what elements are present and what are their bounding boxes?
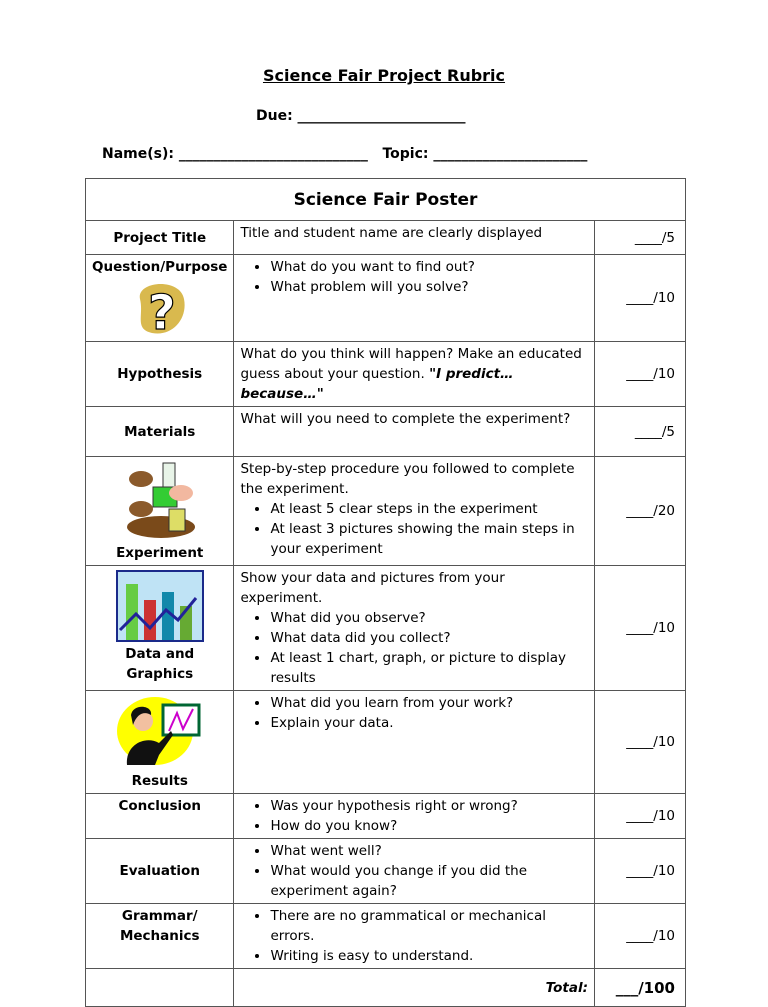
total-score: ___/100: [595, 969, 686, 1007]
table-row: [86, 221, 686, 255]
question-mark-icon: [132, 279, 188, 337]
rubric-table: [85, 178, 686, 1007]
row-label: Question/Purpose: [92, 259, 228, 275]
row-score: ____/10: [595, 255, 686, 342]
total-label: Total:: [234, 969, 595, 1007]
name-topic-fields: Name(s): ___________________________ Topic: ______________________: [102, 146, 588, 162]
row-label: Experiment: [116, 545, 204, 561]
row-label: Data and Graphics: [125, 646, 195, 682]
bar-chart-icon: [116, 570, 204, 642]
row-label: Hypothesis: [86, 342, 234, 407]
bullet: • What did you observe?: [270, 608, 588, 628]
bullet: • What data did you collect?: [270, 628, 588, 648]
row-label: Evaluation: [86, 839, 234, 904]
page-title: Science Fair Project Rubric: [262, 66, 506, 85]
table-row: [86, 342, 686, 407]
section-title: Science Fair Poster: [86, 179, 686, 221]
table-row: [86, 904, 686, 969]
row-criteria: What will you need to complete the experiment?: [234, 407, 595, 457]
bullet: • What went well?: [270, 841, 588, 861]
bullet: • Was your hypothesis right or wrong?: [270, 796, 588, 816]
svg-text:?: ?: [147, 285, 176, 337]
table-row: [86, 794, 686, 839]
emphasis-text: "I predict… because…": [240, 366, 514, 402]
table-row: [86, 566, 686, 691]
row-criteria: Title and student name are clearly displayed: [234, 221, 595, 255]
due-field: Due: ________________________: [256, 108, 466, 124]
row-score: ____/5: [595, 407, 686, 457]
table-row: [86, 691, 686, 794]
row-criteria: Show your data and pictures from your experiment.: [240, 570, 505, 606]
bullet: • What problem will you solve?: [270, 277, 588, 297]
row-score: ____/5: [595, 221, 686, 255]
row-score: ____/10: [595, 794, 686, 839]
bullet: • At least 1 chart, graph, or picture to display results: [270, 648, 588, 688]
row-score: ____/10: [595, 904, 686, 969]
row-score: ____/10: [595, 342, 686, 407]
table-row: [86, 839, 686, 904]
experiment-hands-icon: [123, 461, 197, 541]
bullet: • What do you want to find out?: [270, 257, 588, 277]
row-label: Materials: [86, 407, 234, 457]
bullet: • Explain your data.: [270, 713, 588, 733]
total-row: [86, 969, 686, 1007]
row-criteria: What do you think will happen? Make an educated guess about your question.: [240, 346, 582, 382]
row-criteria: Step-by-step procedure you followed to complete the experiment.: [240, 461, 575, 497]
row-score: ____/10: [595, 839, 686, 904]
row-score: ____/10: [595, 566, 686, 691]
table-row: [86, 255, 686, 342]
presenter-icon: [115, 695, 205, 769]
bullet: • Writing is easy to understand.: [270, 946, 588, 966]
row-label: Grammar/ Mechanics: [86, 904, 234, 969]
row-label: Results: [131, 773, 188, 789]
bullet: • At least 5 clear steps in the experiment: [270, 499, 588, 519]
row-score: ____/20: [595, 457, 686, 566]
row-score: ____/10: [595, 691, 686, 794]
bullet: • At least 3 pictures showing the main steps in your experiment: [270, 519, 588, 559]
table-row: [86, 407, 686, 457]
row-label: Conclusion: [86, 794, 234, 839]
bullet: • What did you learn from your work?: [270, 693, 588, 713]
bullet: • There are no grammatical or mechanical errors.: [270, 906, 588, 946]
bullet: • What would you change if you did the experiment again?: [270, 861, 588, 901]
row-label: Project Title: [86, 221, 234, 255]
table-row: [86, 457, 686, 566]
bullet: • How do you know?: [270, 816, 588, 836]
